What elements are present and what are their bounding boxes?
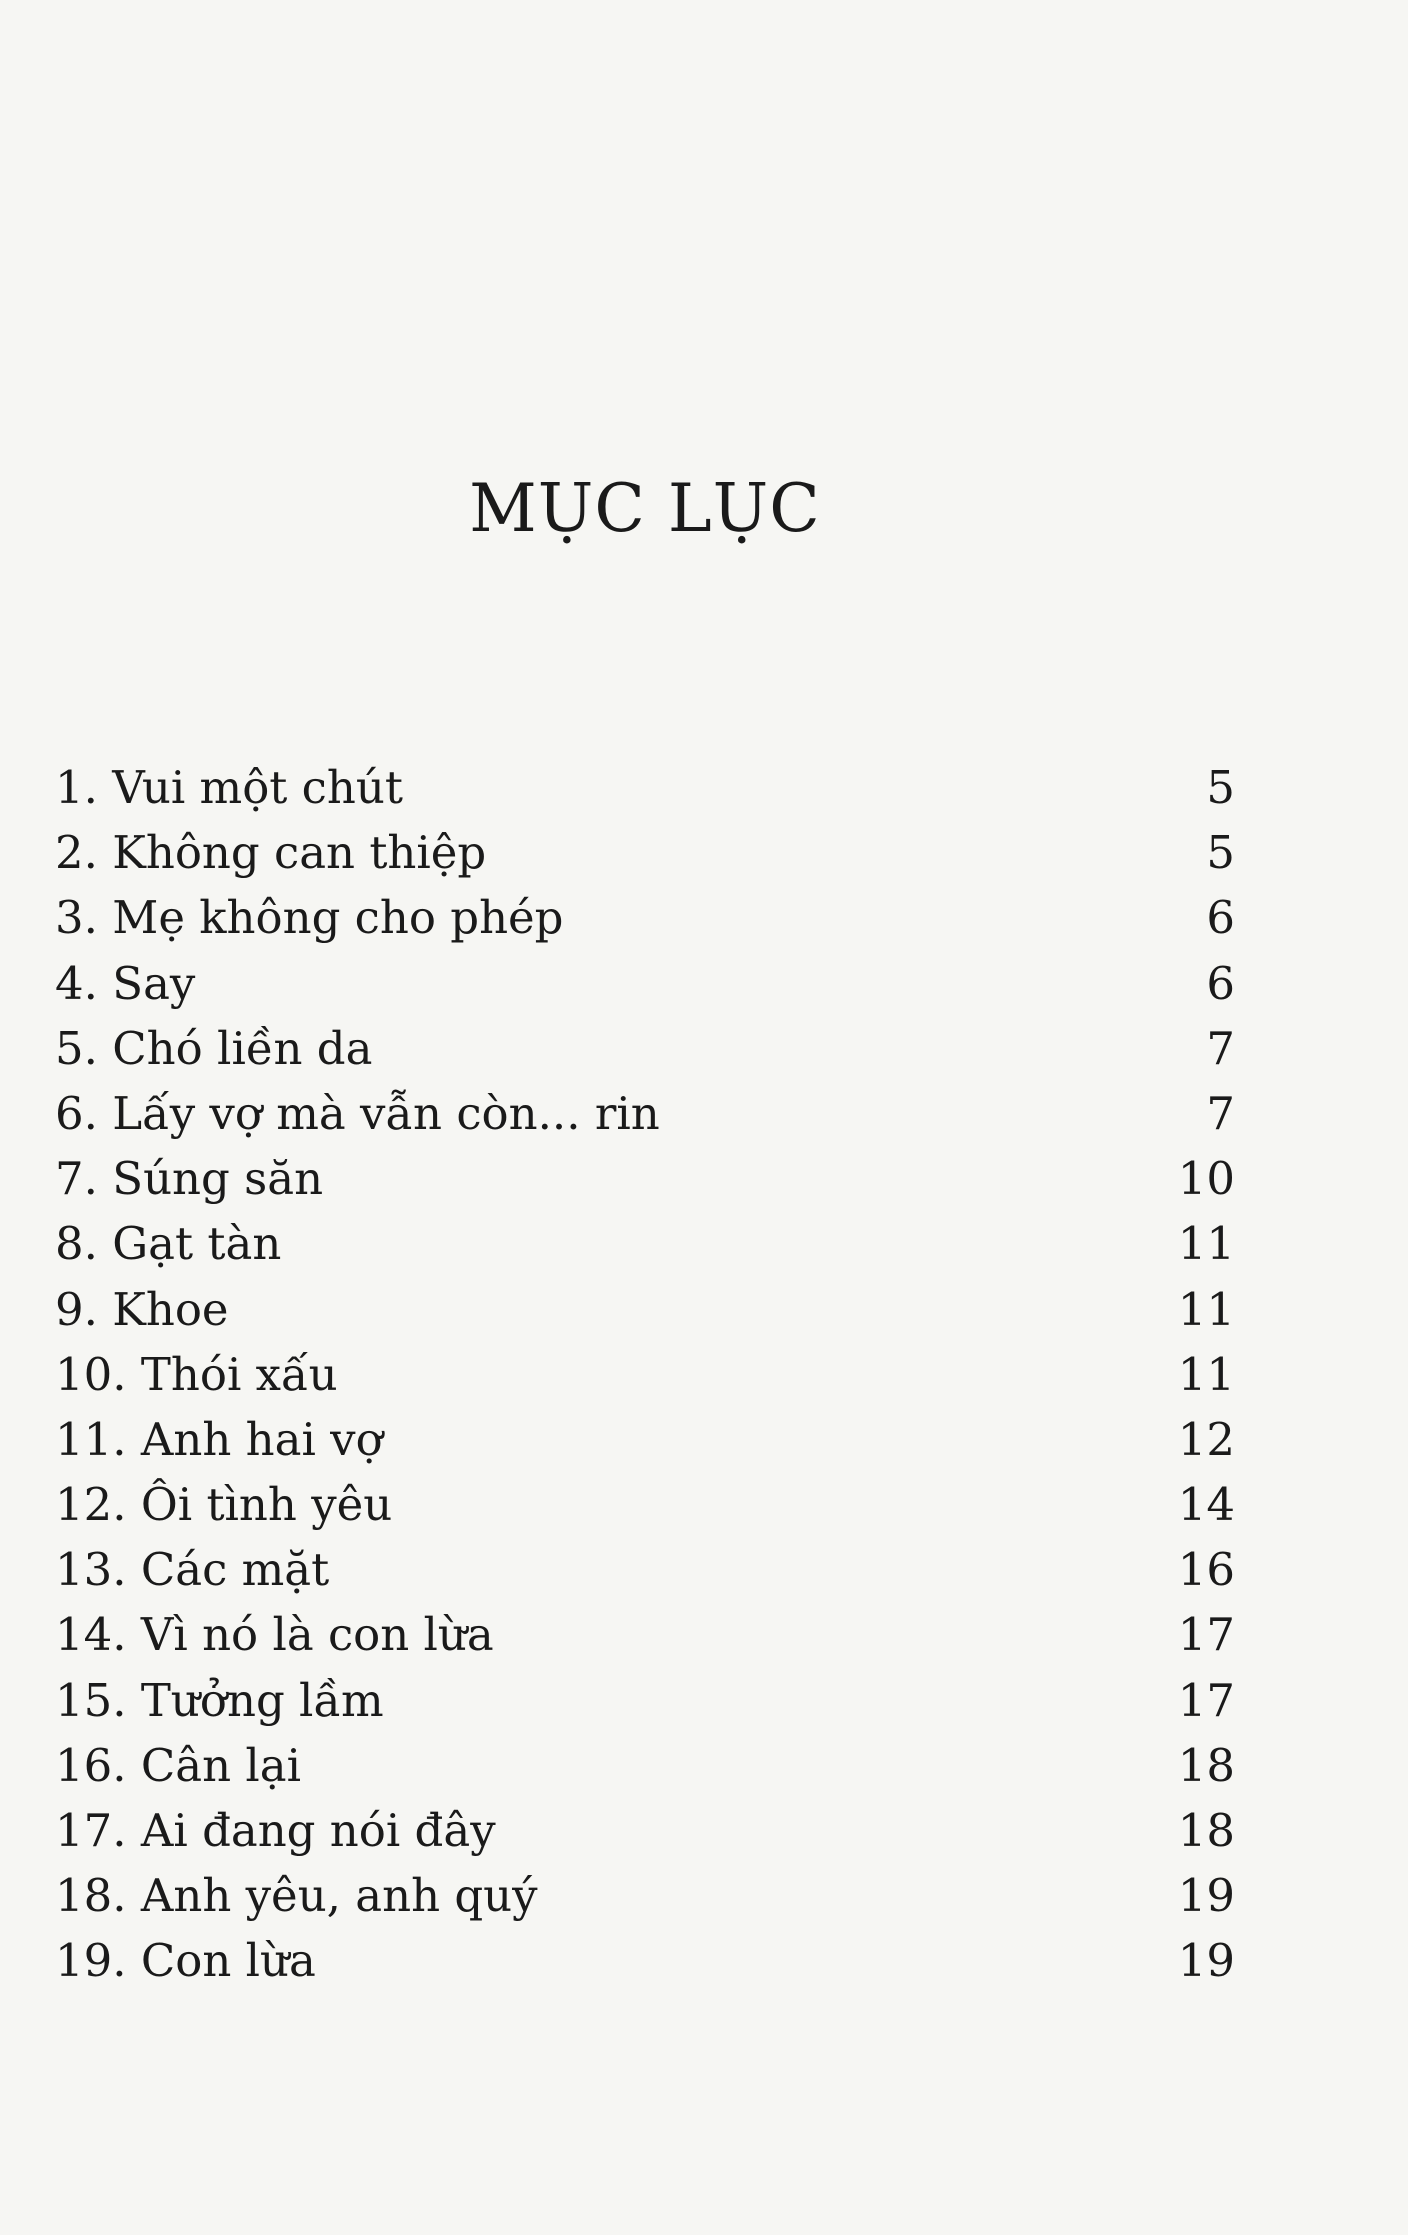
toc-entry-page: 11 <box>1177 1282 1235 1336</box>
toc-entry-page: 5 <box>1206 761 1235 814</box>
page-title: MỤC LỤC <box>469 470 821 547</box>
toc-entry-page: 11 <box>1177 1217 1235 1271</box>
toc-entry-title: 13. Các mặt <box>55 1543 330 1597</box>
toc-entry <box>55 951 1235 1016</box>
toc-entry <box>55 1407 1235 1472</box>
toc-entry-title: 5. Chó liền da <box>55 1021 373 1075</box>
toc-entry-page: 6 <box>1206 891 1235 945</box>
toc-entry <box>55 1211 1235 1276</box>
toc-entry-page: 19 <box>1177 1869 1235 1923</box>
table-of-contents <box>55 755 1235 1994</box>
toc-entry-title: 16. Cân lại <box>55 1738 302 1792</box>
toc-entry <box>55 1928 1235 1993</box>
toc-entry-page: 17 <box>1177 1608 1235 1662</box>
toc-entry-title: 11. Anh hai vợ <box>55 1412 383 1466</box>
toc-entry <box>55 1146 1235 1211</box>
toc-entry <box>55 755 1235 820</box>
toc-entry-title: 12. Ôi tình yêu <box>55 1478 393 1532</box>
toc-entry <box>55 1342 1235 1407</box>
toc-entry-title: 17. Ai đang nói đây <box>55 1804 496 1857</box>
toc-entry-title: 14. Vì nó là con lừa <box>55 1608 494 1662</box>
toc-entry-page: 16 <box>1177 1543 1235 1597</box>
toc-entry <box>55 1537 1235 1602</box>
toc-entry-title: 7. Súng săn <box>55 1152 324 1206</box>
toc-entry-title: 1. Vui một chút <box>55 761 403 814</box>
toc-entry <box>55 1668 1235 1733</box>
toc-entry <box>55 885 1235 950</box>
toc-entry <box>55 1602 1235 1667</box>
toc-entry-title: 3. Mẹ không cho phép <box>55 891 564 945</box>
toc-entry <box>55 1277 1235 1342</box>
toc-entry-page: 5 <box>1206 826 1235 880</box>
toc-entry <box>55 1081 1235 1146</box>
toc-entry-title: 10. Thói xấu <box>55 1347 338 1401</box>
toc-entry <box>55 1472 1235 1537</box>
toc-entry-page: 11 <box>1177 1347 1235 1401</box>
toc-entry-page: 10 <box>1177 1152 1235 1206</box>
toc-entry <box>55 1863 1235 1928</box>
toc-entry-title: 2. Không can thiệp <box>55 826 487 880</box>
toc-entry <box>55 1016 1235 1081</box>
toc-entry-title: 4. Say <box>55 956 196 1010</box>
toc-entry-title: 9. Khoe <box>55 1282 229 1336</box>
toc-entry-title: 18. Anh yêu, anh quý <box>55 1869 538 1923</box>
toc-entry-page: 6 <box>1206 956 1235 1010</box>
toc-entry-title: 8. Gạt tàn <box>55 1217 282 1271</box>
toc-entry-page: 17 <box>1177 1673 1235 1727</box>
toc-entry-page: 14 <box>1177 1478 1235 1532</box>
toc-entry-title: 15. Tưởng lầm <box>55 1673 384 1727</box>
toc-entry-title: 6. Lấy vợ mà vẫn còn... rin <box>55 1086 660 1140</box>
toc-entry <box>55 1733 1235 1798</box>
toc-entry <box>55 820 1235 885</box>
toc-entry-page: 19 <box>1177 1934 1235 1988</box>
toc-entry-page: 7 <box>1206 1021 1235 1075</box>
toc-entry-page: 7 <box>1206 1086 1235 1140</box>
toc-entry-title: 19. Con lừa <box>55 1934 316 1988</box>
toc-entry-page: 18 <box>1177 1804 1235 1857</box>
toc-entry-page: 12 <box>1177 1412 1235 1466</box>
toc-entry-page: 18 <box>1177 1738 1235 1792</box>
toc-entry <box>55 1798 1235 1863</box>
